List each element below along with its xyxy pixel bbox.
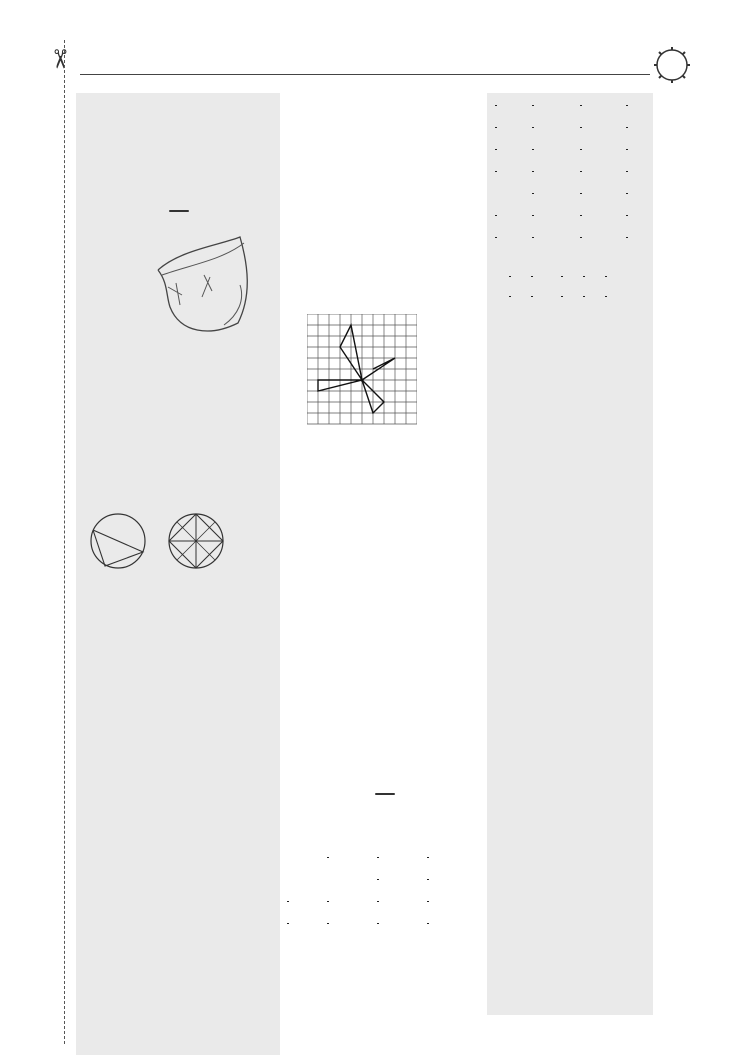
answer-row (79, 459, 279, 474)
fraction (626, 237, 628, 238)
numerator (377, 879, 379, 880)
fraction (377, 923, 379, 924)
numerator (495, 171, 497, 172)
answer-cell (495, 142, 532, 157)
numerator (626, 127, 628, 128)
answer-cell (583, 289, 595, 304)
answer-cell (532, 164, 580, 179)
group-label (495, 334, 655, 349)
fraction (495, 127, 497, 128)
answer-row (287, 488, 483, 503)
numerator (605, 296, 607, 297)
unit-5-test-title (287, 447, 483, 473)
numerator (580, 171, 582, 172)
answer-row (287, 534, 483, 549)
fraction (580, 237, 582, 238)
numerator (495, 237, 497, 238)
numerator (605, 276, 607, 277)
unit-5-title (169, 210, 189, 212)
answer-row (287, 232, 483, 247)
answer-row (79, 428, 279, 443)
numerator (626, 215, 628, 216)
answer-cell (509, 289, 531, 304)
answer-row (287, 171, 483, 186)
fraction (532, 127, 534, 128)
answer-row (79, 760, 279, 775)
fraction (509, 276, 511, 277)
answer-row (79, 836, 279, 851)
fraction-row (495, 183, 655, 205)
numerator (495, 105, 497, 106)
answer-row (287, 701, 483, 716)
numerator (580, 193, 582, 194)
numerator (287, 923, 289, 924)
answer-row (79, 110, 279, 125)
numerator (580, 105, 582, 106)
answer-row (287, 156, 483, 171)
scissors-icon: ✂ (43, 48, 74, 70)
b-group-answer-line (79, 870, 279, 885)
answer-cell (327, 850, 377, 865)
fraction (626, 127, 628, 128)
numerator (532, 193, 534, 194)
answer-row (79, 383, 279, 398)
group-label (495, 397, 655, 412)
fraction (580, 127, 582, 128)
fraction-row (495, 227, 655, 249)
fraction (287, 901, 289, 902)
numerator (626, 149, 628, 150)
numerator (532, 237, 534, 238)
answer-row (287, 201, 483, 216)
fraction (626, 171, 628, 172)
group-label (287, 296, 483, 311)
answer-row (79, 791, 279, 806)
fraction (427, 879, 429, 880)
answer-row (287, 277, 483, 292)
group-label (495, 251, 655, 266)
answer-row (79, 639, 279, 654)
column-3 (495, 95, 655, 412)
numerator (509, 276, 511, 277)
fraction (605, 296, 607, 297)
geometry-figures (79, 510, 279, 574)
fraction (287, 923, 289, 924)
exercise-2-heading (79, 580, 279, 608)
fraction-row (495, 161, 655, 183)
answer-row (287, 125, 483, 140)
answer-row (287, 95, 483, 110)
fraction (532, 105, 534, 106)
answer-cell (532, 208, 580, 223)
answer-cell (561, 289, 573, 304)
numerator (427, 879, 429, 880)
answer-cell (287, 894, 327, 909)
answer-row (287, 110, 483, 125)
fraction (580, 193, 582, 194)
rotation-grid-figure (287, 312, 483, 428)
answer-cell (580, 98, 626, 113)
answer-cell (495, 120, 532, 135)
answer-cell (580, 208, 626, 223)
answer-cell (532, 120, 580, 135)
numerator (532, 127, 534, 128)
numerator (495, 127, 497, 128)
fraction (427, 857, 429, 858)
answer-cell (532, 230, 580, 245)
fraction (532, 237, 534, 238)
group-label (495, 349, 655, 364)
fraction (495, 215, 497, 216)
answer-line (287, 735, 483, 750)
answer-row (79, 125, 279, 140)
answer-cell (583, 269, 595, 284)
group-label (287, 831, 483, 846)
numerator (532, 105, 534, 106)
answer-cell (427, 916, 467, 931)
numerator (287, 901, 289, 902)
answer-row (79, 745, 279, 760)
answer-cell (427, 894, 467, 909)
answer-cell (605, 269, 619, 284)
numerator (377, 901, 379, 902)
numerator (427, 857, 429, 858)
fraction-row (287, 891, 483, 913)
fraction (580, 105, 582, 106)
answer-cell (531, 269, 555, 284)
answer-row (79, 945, 279, 960)
numerator (509, 296, 511, 297)
answer-row (287, 655, 483, 670)
answer-cell (626, 98, 654, 113)
fraction (495, 237, 497, 238)
answer-row (287, 262, 483, 277)
answer-cell (580, 230, 626, 245)
answer-row (287, 564, 483, 579)
answer-cell (561, 269, 573, 284)
answer-row (79, 352, 279, 367)
numerator (377, 857, 379, 858)
fraction (583, 276, 585, 277)
numerator (561, 276, 563, 277)
answer-cell (580, 120, 626, 135)
fraction-row (495, 266, 655, 286)
answer-cell (495, 230, 532, 245)
answer-row (79, 806, 279, 821)
numerator (531, 296, 533, 297)
unit-6-heading (287, 775, 483, 805)
fraction (583, 296, 585, 297)
numerator (583, 296, 585, 297)
circle-diamond-figure (167, 512, 225, 570)
numerator (580, 127, 582, 128)
fraction (377, 857, 379, 858)
fraction (561, 296, 563, 297)
answer-row (287, 247, 483, 262)
answer-row (287, 625, 483, 640)
numerator (580, 237, 582, 238)
fraction-row (495, 139, 655, 161)
handwriting-scribble (140, 225, 260, 350)
fraction (377, 901, 379, 902)
numerator (327, 923, 329, 924)
fraction-row (495, 286, 655, 306)
answer-cell (495, 208, 532, 223)
group-label (79, 608, 279, 623)
numerator (495, 215, 497, 216)
answer-row (287, 217, 483, 232)
numerator (531, 276, 533, 277)
answer-row (79, 156, 279, 171)
answer-row (287, 685, 483, 700)
numerator (532, 215, 534, 216)
numerator (626, 105, 628, 106)
answer-cell (377, 894, 427, 909)
numerator (427, 901, 429, 902)
answer-row (287, 594, 483, 609)
fraction (532, 149, 534, 150)
numerator (626, 171, 628, 172)
numerator (532, 171, 534, 172)
fraction (626, 193, 628, 194)
answer-cell (427, 850, 467, 865)
answer-row (79, 699, 279, 714)
numerator (495, 149, 497, 150)
answer-row (79, 474, 279, 489)
answer-cell (626, 142, 654, 157)
answer-cell (327, 894, 377, 909)
fraction (626, 149, 628, 150)
fraction-row (287, 913, 483, 935)
answer-cell (626, 186, 654, 201)
fraction (532, 215, 534, 216)
answer-cell (327, 916, 377, 931)
fraction (495, 149, 497, 150)
fraction (626, 215, 628, 216)
fraction (327, 923, 329, 924)
fraction (427, 901, 429, 902)
answer-cell (532, 186, 580, 201)
answer-row (79, 851, 279, 866)
answer-cell (580, 142, 626, 157)
fraction (580, 171, 582, 172)
numerator (377, 923, 379, 924)
rotation-answer (287, 428, 483, 443)
fraction (427, 923, 429, 924)
header-rule (80, 74, 650, 75)
answer-cell (605, 289, 619, 304)
fraction (495, 171, 497, 172)
answer-row (79, 684, 279, 699)
answer-row (79, 669, 279, 684)
fraction (327, 857, 329, 858)
answer-cell (626, 120, 654, 135)
circle-triangle-figure (89, 512, 147, 570)
answer-row (287, 141, 483, 156)
answer-row (79, 141, 279, 156)
fraction (626, 105, 628, 106)
group-label (287, 473, 483, 488)
answer-cell (626, 208, 654, 223)
answer-row (287, 579, 483, 594)
numerator (580, 215, 582, 216)
group-label (79, 95, 279, 110)
fraction (531, 296, 533, 297)
answer-row (79, 730, 279, 745)
answer-cell (377, 916, 427, 931)
answer-row (79, 930, 279, 945)
answer-row (287, 186, 483, 201)
group-label (79, 495, 279, 510)
exercise-3-heading (79, 887, 279, 915)
fraction (509, 296, 511, 297)
answer-row (79, 821, 279, 836)
numerator (532, 149, 534, 150)
exercise-3-heading (495, 369, 655, 397)
cut-line (64, 40, 65, 1044)
answer-row (79, 715, 279, 730)
numerator (327, 857, 329, 858)
answer-cell (531, 289, 555, 304)
fraction-row (495, 205, 655, 227)
answer-row (287, 640, 483, 655)
answer-row (79, 775, 279, 790)
numerator (561, 296, 563, 297)
fraction (495, 105, 497, 106)
answer-row (287, 549, 483, 564)
numerator (583, 276, 585, 277)
answer-row (79, 654, 279, 669)
numerator (327, 901, 329, 902)
fraction (327, 901, 329, 902)
answer-row (79, 368, 279, 383)
answer-cell (287, 916, 327, 931)
fraction (531, 276, 533, 277)
answer-row (79, 398, 279, 413)
answer-cell (532, 98, 580, 113)
fraction (605, 276, 607, 277)
fraction (580, 215, 582, 216)
answer-row (79, 960, 279, 975)
fraction-row (495, 117, 655, 139)
answer-cell (580, 186, 626, 201)
answer-cell (626, 230, 654, 245)
answer-row (79, 444, 279, 459)
numerator (626, 237, 628, 238)
fraction (532, 171, 534, 172)
rotation-grid (307, 314, 417, 426)
answer-cell (377, 872, 427, 887)
answer-cell (532, 142, 580, 157)
exercise-2-heading (495, 306, 655, 334)
group-label (287, 720, 483, 735)
answer-cell (495, 164, 532, 179)
answer-row (79, 171, 279, 186)
answer-row (79, 624, 279, 639)
fraction (532, 193, 534, 194)
answer-row (287, 670, 483, 685)
answer-cell (626, 164, 654, 179)
numerator (580, 149, 582, 150)
answer-cell (377, 850, 427, 865)
fraction-row (287, 847, 483, 869)
answer-row (287, 503, 483, 518)
answer-cell (427, 872, 467, 887)
answer-row (287, 610, 483, 625)
fraction (377, 879, 379, 880)
page-badge-icon (654, 47, 690, 83)
answer-row (287, 518, 483, 533)
fraction-row (495, 95, 655, 117)
answer-cell (495, 98, 532, 113)
numerator (626, 193, 628, 194)
column-2 (287, 95, 483, 935)
answer-cell (509, 269, 531, 284)
unit-6-title (375, 793, 395, 795)
answer-line (287, 750, 483, 765)
unit-6-exercise-1-heading (287, 803, 483, 831)
fraction (561, 276, 563, 277)
answer-row (79, 413, 279, 428)
fraction-row (287, 869, 483, 891)
group-label (79, 915, 279, 930)
fraction (580, 149, 582, 150)
numerator (427, 923, 429, 924)
answer-cell (580, 164, 626, 179)
